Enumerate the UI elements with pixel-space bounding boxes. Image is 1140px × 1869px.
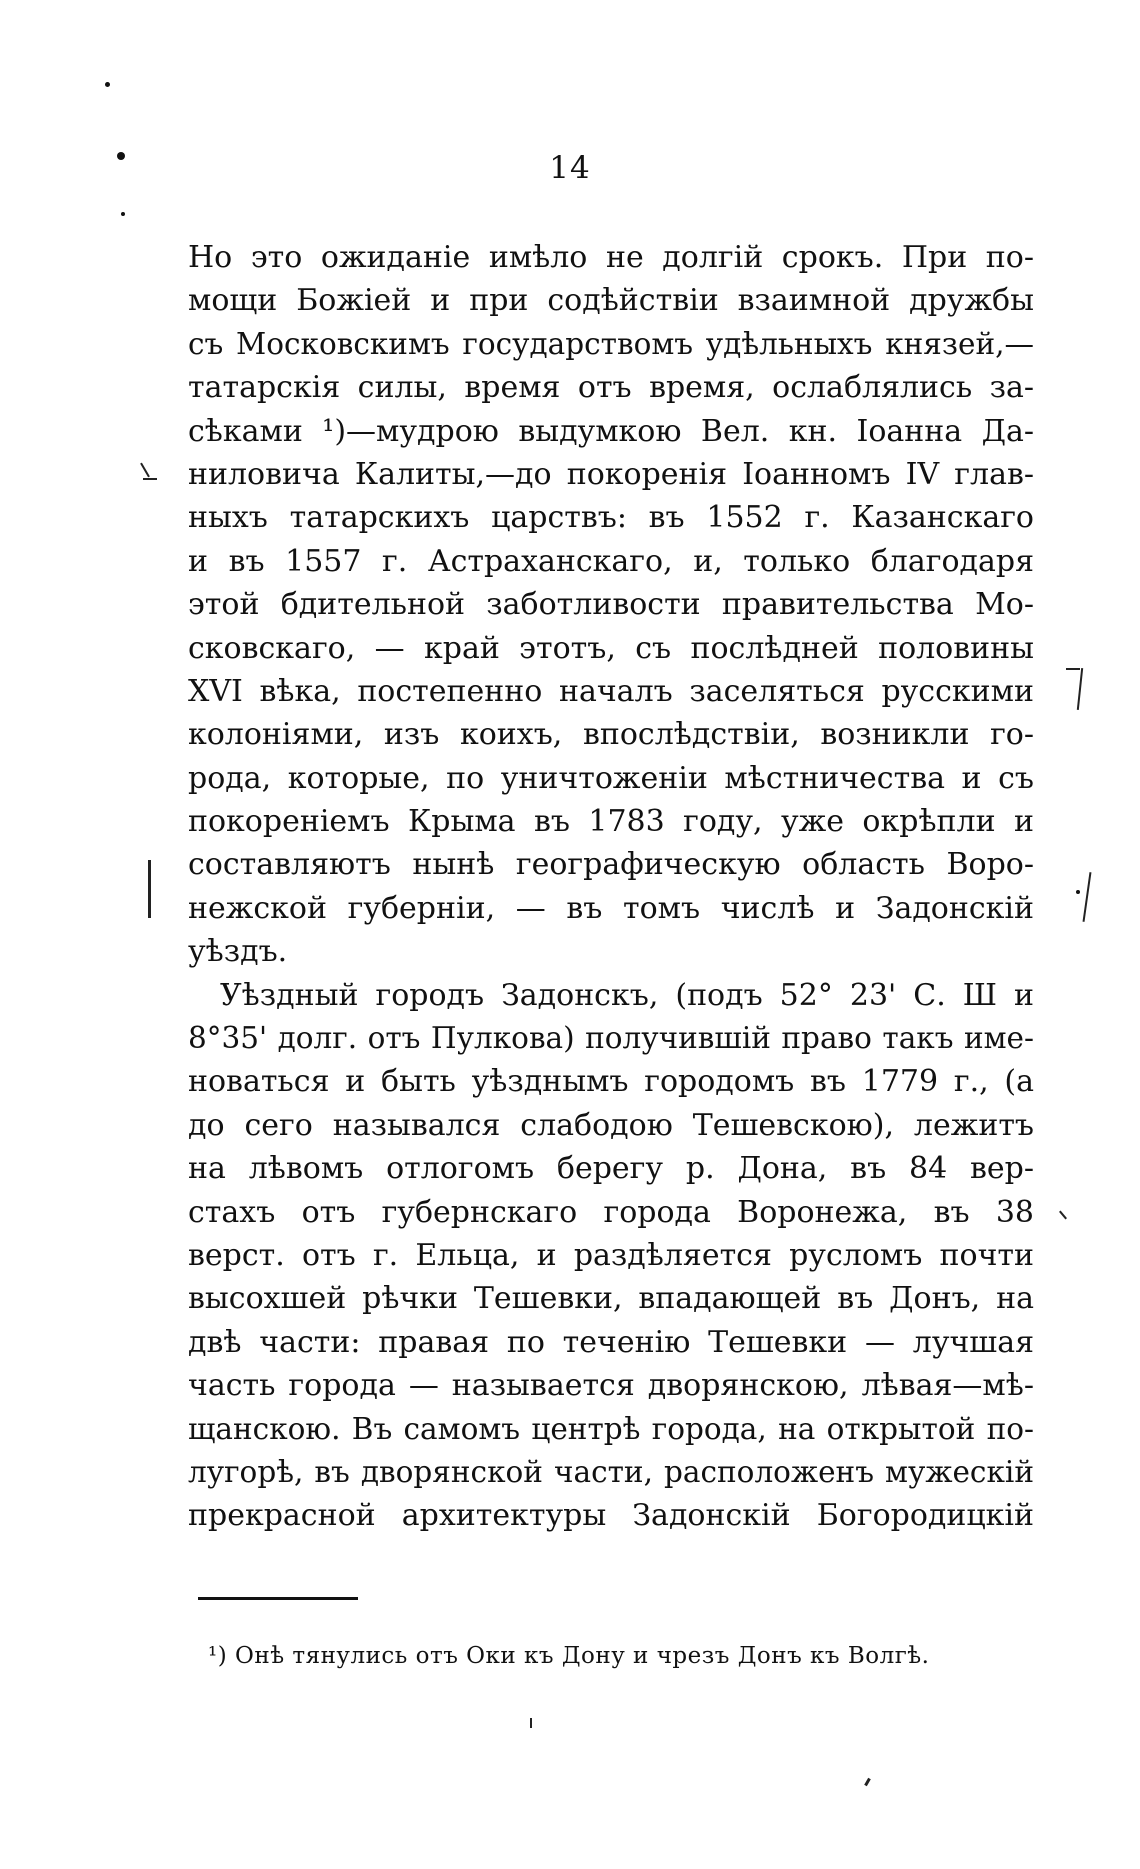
text-line: мощи Божіей и при содѣйствіи взаимной дружбы xyxy=(188,283,1034,319)
margin-mark xyxy=(530,1718,532,1728)
text-line: XVI вѣка, постепенно началъ заселяться русскими xyxy=(188,673,1034,709)
margin-mark xyxy=(143,478,157,480)
text-line: часть города — называется дворянскою, лѣвая—мѣ- xyxy=(188,1368,1034,1404)
text-line: татарскія силы, время отъ время, ослаблялись за- xyxy=(188,370,1034,406)
footnote: ¹) Онѣ тянулись отъ Оки къ Дону и чрезъ Донъ къ Волгѣ. xyxy=(208,1643,930,1669)
text-line: 8°35' долг. отъ Пулкова) получившій право такъ име- xyxy=(188,1021,1034,1056)
text-line: лугорѣ, въ дворянской части, расположенъ мужескій xyxy=(188,1454,1034,1489)
text-line: этой бдительной заботливости правительства Мо- xyxy=(188,587,1034,623)
text-line: и въ 1557 г. Астраханскаго, и, только благодаря xyxy=(188,543,1034,579)
text-line: щанскою. Въ самомъ центрѣ города, на открытой по- xyxy=(188,1411,1034,1446)
text-line: составляютъ нынѣ географическую область Воро- xyxy=(188,847,1034,883)
margin-mark xyxy=(1083,872,1092,922)
text-line: ниловича Калиты,—до покоренія Іоанномъ IV глав- xyxy=(188,456,1034,492)
text-line: верст. отъ г. Ельца, и раздѣляется русломъ почти xyxy=(188,1237,1034,1273)
margin-speck xyxy=(105,82,110,87)
text-line: на лѣвомъ отлогомъ берегу р. Дона, въ 84 вер- xyxy=(188,1151,1034,1187)
text-line: уѣздъ. xyxy=(188,934,288,970)
text-line: покореніемъ Крыма въ 1783 году, уже окрѣпли и xyxy=(188,804,1034,840)
margin-mark xyxy=(1059,1211,1067,1220)
margin-mark xyxy=(140,463,150,478)
text-line: до сего назывался слабодою Тешевскою), лежитъ xyxy=(188,1107,1034,1143)
margin-mark xyxy=(148,860,151,918)
margin-speck xyxy=(121,212,125,216)
text-line: сковскаго, — край этотъ, съ послѣдней половины xyxy=(188,630,1034,666)
page-number: 14 xyxy=(549,150,591,186)
text-line: стахъ отъ губернскаго города Воронежа, въ 38 xyxy=(188,1194,1034,1230)
text-line: высохшей рѣчки Тешевки, впадающей въ Донъ, на xyxy=(188,1281,1034,1317)
margin-mark xyxy=(1066,668,1080,670)
text-line: ныхъ татарскихъ царствъ: въ 1552 г. Казанскаго xyxy=(188,500,1034,536)
text-line: двѣ части: правая по теченію Тешевки — лучшая xyxy=(188,1324,1034,1360)
margin-mark xyxy=(864,1778,871,1786)
text-line: новаться и быть уѣзднымъ городомъ въ 1779 г., (а xyxy=(188,1064,1034,1100)
text-line: колоніями, изъ коихъ, впослѣдствіи, возникли го- xyxy=(188,717,1034,753)
text-line: сѣками ¹)—мудрою выдумкою Вел. кн. Іоанна Да- xyxy=(188,413,1034,449)
text-line: Уѣздный городъ Задонскъ, (подъ 52° 23' С. Ш и xyxy=(220,977,1034,1013)
text-line: рода, которые, по уничтоженіи мѣстничества и съ xyxy=(188,760,1034,796)
body-text xyxy=(188,236,1034,1538)
footnote-rule xyxy=(198,1597,358,1600)
text-line: съ Московскимъ государствомъ удѣльныхъ князей,— xyxy=(188,326,1034,361)
margin-mark xyxy=(1077,668,1083,710)
text-line: прекрасной архитектуры Задонскій Богородицкій xyxy=(188,1498,1034,1534)
text-line: Но это ожиданіе имѣло не долгій срокъ. При по- xyxy=(188,240,1034,275)
margin-speck xyxy=(1076,890,1080,894)
text-line: нежской губерніи, — въ томъ числѣ и Задонскій xyxy=(188,890,1034,926)
